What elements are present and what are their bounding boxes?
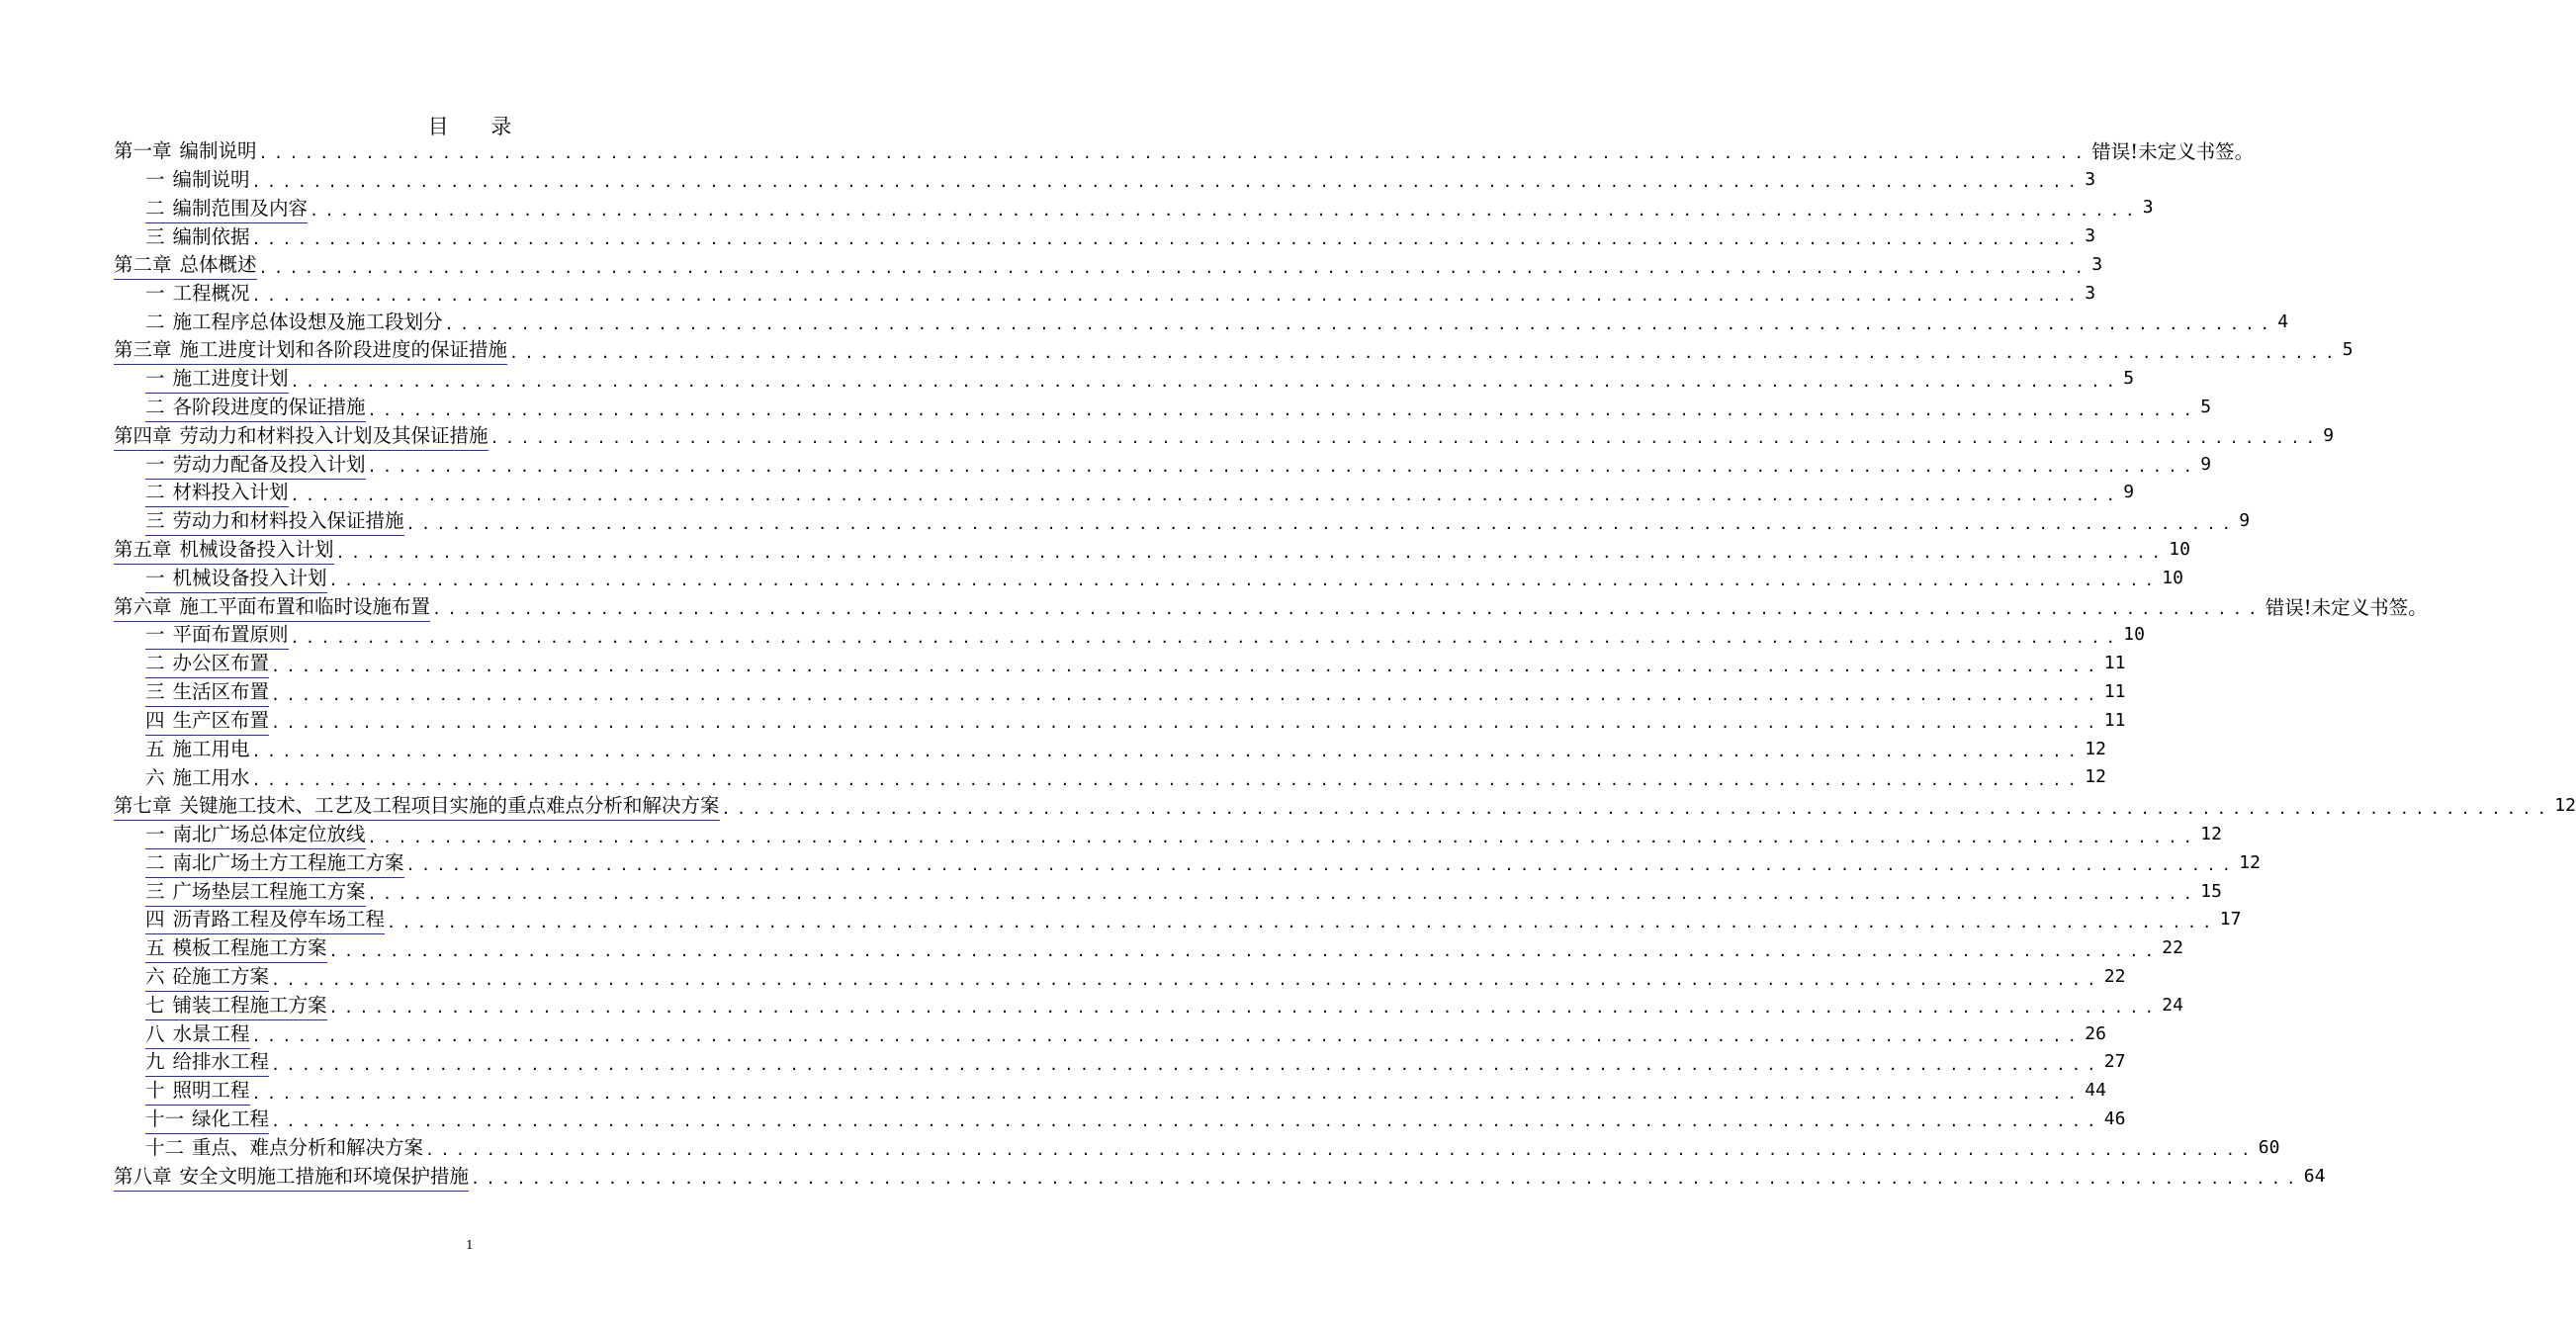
toc-entry-text: 生活区布置 <box>172 680 270 704</box>
toc-dot-leader: ........................................................................................................................ <box>489 429 2322 448</box>
toc-dot-leader: ........................................................................................................................ <box>328 999 2161 1018</box>
toc-entry-label[interactable] <box>114 1161 469 1192</box>
toc-entry-number: 二 <box>145 850 165 874</box>
toc-entry-text: 施工用水 <box>172 765 250 789</box>
toc-page-number: 60 <box>2258 1136 2280 1158</box>
toc-page-number: 15 <box>2200 880 2222 902</box>
toc-dot-leader: ........................................................................................................................ <box>367 885 2199 904</box>
toc-entry-label[interactable] <box>145 363 289 394</box>
toc-entry-number: 三 <box>145 224 165 248</box>
toc-dot-leader: ........................................................................................................................ <box>251 287 2084 306</box>
toc-section-entry[interactable] <box>114 933 2183 962</box>
toc-chapter-entry[interactable] <box>114 535 2190 564</box>
toc-page-number: 9 <box>2123 482 2135 503</box>
toc-page-number: 3 <box>2085 168 2096 190</box>
toc-dot-leader: ........................................................................................................................ <box>328 572 2161 590</box>
toc-page-number: 12 <box>2200 824 2222 845</box>
toc-entry-label[interactable] <box>145 307 443 336</box>
toc-entry-number: 二 <box>145 481 165 504</box>
toc-entry-label[interactable] <box>145 932 327 963</box>
toc-page-number: 11 <box>2103 709 2126 731</box>
toc-dot-leader: ........................................................................................................................ <box>251 1084 2084 1103</box>
toc-entry-number: 十二 <box>145 1136 185 1160</box>
toc-entry-text: 施工进度计划 <box>172 367 289 391</box>
toc-chapter-entry[interactable] <box>114 1162 2326 1191</box>
toc-entry-label[interactable] <box>114 420 489 451</box>
toc-dot-leader: ........................................................................................................................ <box>387 913 2218 931</box>
toc-entry-label[interactable] <box>145 676 269 707</box>
toc-entry-text: 劳动力配备及投入计划 <box>172 452 366 476</box>
toc-section-entry[interactable] <box>114 1019 2106 1048</box>
toc-page-number: 9 <box>2200 453 2212 475</box>
toc-page-number: 17 <box>2219 909 2242 930</box>
toc-entry-label[interactable] <box>145 1019 250 1049</box>
table-of-contents <box>114 136 2576 1190</box>
toc-entry-number: 三 <box>145 879 165 903</box>
toc-section-entry[interactable] <box>114 962 2126 991</box>
toc-page-number: 11 <box>2103 653 2126 674</box>
toc-dot-leader: ........................................................................................................................ <box>251 1027 2084 1046</box>
toc-entry-number: 第五章 <box>114 538 172 562</box>
toc-page-number: 5 <box>2342 339 2354 361</box>
toc-entry-label[interactable] <box>145 619 289 650</box>
toc-entry-text: 工程概况 <box>172 282 250 306</box>
toc-dot-leader: ........................................................................................................................ <box>721 799 2553 818</box>
toc-entry-number: 三 <box>145 680 165 704</box>
toc-dot-leader: ........................................................................................................................ <box>405 514 2238 533</box>
toc-dot-leader: ........................................................................................................................ <box>335 543 2168 562</box>
toc-chapter-entry[interactable] <box>114 791 2576 820</box>
toc-section-entry[interactable] <box>114 450 2212 479</box>
toc-page-number: 26 <box>2085 1022 2106 1044</box>
toc-entry-number: 四 <box>145 908 165 931</box>
toc-chapter-entry[interactable] <box>114 250 2103 279</box>
toc-page-number: 12 <box>2085 766 2106 788</box>
toc-entry-label[interactable] <box>114 790 720 821</box>
toc-dot-leader: ........................................................................................................................ <box>509 343 2341 362</box>
toc-entry-text: 模板工程施工方案 <box>172 936 327 960</box>
toc-entry-number: 第二章 <box>114 253 172 277</box>
toc-page-number: 22 <box>2103 966 2126 987</box>
toc-entry-text: 编制说明 <box>179 139 257 163</box>
toc-entry-number: 六 <box>145 765 165 789</box>
toc-entry-number: 第三章 <box>114 338 172 362</box>
toc-entry-label[interactable] <box>145 1104 269 1134</box>
toc-entry-text: 总体概述 <box>179 253 257 277</box>
toc-entry-number: 八 <box>145 1021 165 1045</box>
toc-entry-number: 二 <box>145 396 165 419</box>
toc-section-entry[interactable] <box>114 735 2106 763</box>
toc-entry-number: 二 <box>145 310 165 334</box>
toc-entry-label[interactable] <box>145 164 250 194</box>
toc-dot-leader: ........................................................................................................................ <box>251 173 2084 192</box>
toc-entry-label[interactable] <box>114 334 507 365</box>
toc-entry-text: 各阶段进度的保证措施 <box>172 396 366 419</box>
toc-dot-leader: ........................................................................................................................ <box>251 229 2084 248</box>
toc-dot-leader: ........................................................................................................................ <box>271 714 2102 733</box>
toc-page-number: 5 <box>2123 368 2135 390</box>
toc-entry-text: 材料投入计划 <box>172 481 289 504</box>
toc-entry-label[interactable] <box>145 505 404 536</box>
toc-entry-label[interactable] <box>145 278 250 308</box>
toc-dot-leader: ........................................................................................................................ <box>310 201 2141 220</box>
toc-entry-text: 施工进度计划和各阶段进度的保证措施 <box>179 338 508 362</box>
toc-section-entry[interactable] <box>114 222 2096 250</box>
toc-section-entry[interactable] <box>114 706 2126 735</box>
toc-chapter-entry[interactable] <box>114 421 2335 450</box>
toc-entry-label[interactable] <box>114 534 334 565</box>
toc-section-entry[interactable] <box>114 564 2183 592</box>
toc-section-entry[interactable] <box>114 1105 2126 1133</box>
toc-section-entry[interactable] <box>114 848 2261 877</box>
toc-entry-number: 二 <box>145 196 165 220</box>
toc-entry-number: 一 <box>145 452 165 476</box>
toc-dot-leader: ........................................................................................................................ <box>271 1055 2102 1074</box>
toc-page-number: 错误!未定义书签。 <box>2265 596 2428 620</box>
toc-page-number: 12 <box>2554 795 2576 817</box>
toc-entry-number: 二 <box>145 652 165 675</box>
toc-entry-number: 一 <box>145 282 165 306</box>
toc-entry-text: 铺装工程施工方案 <box>172 993 327 1017</box>
toc-entry-text: 编制说明 <box>172 168 250 192</box>
toc-dot-leader: ........................................................................................................................ <box>251 770 2084 789</box>
toc-page-number: 12 <box>2239 851 2261 873</box>
toc-dot-leader: ........................................................................................................................ <box>258 258 2090 277</box>
toc-section-entry[interactable] <box>114 308 2289 336</box>
toc-entry-label[interactable] <box>145 1132 423 1162</box>
toc-entry-number: 一 <box>145 566 165 589</box>
toc-page-number: 11 <box>2103 681 2126 703</box>
toc-page-number: 9 <box>2239 510 2251 532</box>
toc-section-entry[interactable] <box>114 991 2183 1019</box>
toc-entry-number: 五 <box>145 738 165 761</box>
toc-entry-text: 办公区布置 <box>172 652 270 675</box>
toc-entry-text: 南北广场总体定位放线 <box>172 823 366 846</box>
toc-section-entry[interactable] <box>114 279 2096 308</box>
toc-entry-label[interactable] <box>145 762 250 792</box>
toc-dot-leader: ........................................................................................................................ <box>271 657 2102 675</box>
toc-dot-leader: ........................................................................................................................ <box>444 315 2276 334</box>
toc-dot-leader: ........................................................................................................................ <box>271 1112 2102 1131</box>
toc-dot-leader: ........................................................................................................................ <box>425 1141 2257 1160</box>
toc-dot-leader: ........................................................................................................................ <box>328 941 2161 960</box>
toc-page-number: 27 <box>2103 1051 2126 1073</box>
toc-section-entry[interactable] <box>114 820 2222 848</box>
toc-entry-number: 十 <box>145 1079 165 1103</box>
toc-entry-label[interactable] <box>145 904 385 934</box>
toc-page-number: 3 <box>2091 254 2103 276</box>
toc-entry-label[interactable] <box>145 847 404 878</box>
toc-entry-number: 第六章 <box>114 594 172 618</box>
toc-page-number: 24 <box>2162 994 2183 1016</box>
toc-entry-label[interactable] <box>114 249 257 280</box>
toc-page-number: 5 <box>2200 397 2212 418</box>
toc-page-number: 9 <box>2323 424 2335 446</box>
toc-entry-number: 一 <box>145 623 165 647</box>
toc-entry-number: 五 <box>145 936 165 960</box>
toc-entry-number: 十一 <box>145 1108 185 1130</box>
toc-entry-text: 施工程序总体设想及施工段划分 <box>172 310 443 334</box>
toc-entry-text: 照明工程 <box>172 1079 250 1103</box>
toc-dot-leader: ........................................................................................................................ <box>405 856 2238 875</box>
toc-entry-text: 机械设备投入计划 <box>172 566 327 589</box>
toc-chapter-entry[interactable] <box>114 592 2428 621</box>
toc-entry-number: 一 <box>145 168 165 192</box>
toc-section-entry[interactable] <box>114 906 2242 934</box>
toc-page-number: 3 <box>2085 282 2096 304</box>
toc-entry-text: 安全文明施工措施和环境保护措施 <box>179 1164 470 1188</box>
toc-entry-text: 广场垫层工程施工方案 <box>172 879 366 903</box>
toc-dot-leader: ........................................................................................................................ <box>271 685 2102 704</box>
toc-chapter-entry[interactable] <box>114 136 2255 165</box>
toc-dot-leader: ........................................................................................................................ <box>290 486 2122 504</box>
toc-section-entry[interactable] <box>114 1076 2106 1105</box>
toc-section-entry[interactable] <box>114 677 2126 706</box>
toc-dot-leader: ........................................................................................................................ <box>367 828 2199 846</box>
toc-entry-number: 三 <box>145 509 165 533</box>
toc-page-number: 4 <box>2277 310 2289 332</box>
toc-dot-leader: ........................................................................................................................ <box>258 144 2090 163</box>
toc-entry-number: 一 <box>145 823 165 846</box>
toc-entry-label[interactable] <box>145 648 269 678</box>
toc-section-entry[interactable] <box>114 621 2145 650</box>
toc-entry-text: 机械设备投入计划 <box>179 538 334 562</box>
toc-dot-leader: ........................................................................................................................ <box>471 1170 2302 1189</box>
toc-entry-label[interactable] <box>145 222 250 251</box>
toc-entry-text: 给排水工程 <box>172 1050 270 1074</box>
toc-page-number: 12 <box>2085 738 2106 759</box>
toc-entry-label[interactable] <box>145 193 308 223</box>
toc-page-number: 3 <box>2142 197 2154 219</box>
toc-section-entry[interactable] <box>114 479 2135 507</box>
toc-section-entry[interactable] <box>114 1133 2280 1162</box>
toc-dot-leader: ........................................................................................................................ <box>271 970 2102 989</box>
toc-entry-number: 第一章 <box>114 139 172 163</box>
toc-entry-label[interactable] <box>114 591 430 622</box>
toc-entry-number: 第七章 <box>114 794 172 818</box>
toc-entry-text: 施工用电 <box>172 738 250 761</box>
toc-entry-number: 六 <box>145 965 165 989</box>
toc-dot-leader: ........................................................................................................................ <box>290 372 2122 391</box>
toc-page-number: 46 <box>2103 1108 2126 1129</box>
toc-section-entry[interactable] <box>114 393 2212 421</box>
toc-section-entry[interactable] <box>114 194 2154 222</box>
toc-dot-leader: ........................................................................................................................ <box>251 743 2084 761</box>
toc-entry-label[interactable] <box>145 961 269 992</box>
toc-section-entry[interactable] <box>114 649 2126 677</box>
toc-dot-leader: ........................................................................................................................ <box>367 400 2199 419</box>
toc-entry-number: 七 <box>145 993 165 1017</box>
toc-section-entry[interactable] <box>114 1048 2126 1077</box>
toc-entry-label[interactable] <box>145 477 289 507</box>
toc-entry-label[interactable] <box>145 563 327 593</box>
toc-entry-text: 编制依据 <box>172 224 250 248</box>
toc-page-number: 64 <box>2303 1165 2326 1187</box>
toc-title: 目 录 <box>427 115 530 138</box>
toc-page-number: 3 <box>2085 225 2096 247</box>
toc-entry-text: 砼施工方案 <box>172 965 270 989</box>
toc-entry-label[interactable] <box>145 819 366 849</box>
toc-entry-text: 绿化工程 <box>192 1108 270 1130</box>
toc-section-entry[interactable] <box>114 165 2096 194</box>
toc-page-number: 10 <box>2169 539 2190 561</box>
toc-entry-text: 水景工程 <box>172 1021 250 1045</box>
toc-section-entry[interactable] <box>114 364 2135 393</box>
toc-entry-text: 生产区布置 <box>172 708 270 732</box>
toc-entry-label[interactable] <box>145 449 366 480</box>
toc-entry-label[interactable] <box>145 1046 269 1077</box>
toc-entry-number: 九 <box>145 1050 165 1074</box>
toc-entry-text: 南北广场土方工程施工方案 <box>172 850 404 874</box>
toc-entry-number: 第四章 <box>114 423 172 447</box>
toc-entry-label[interactable] <box>114 135 257 165</box>
toc-entry-text: 施工平面布置和临时设施布置 <box>179 594 431 618</box>
toc-entry-label[interactable] <box>145 1075 250 1106</box>
toc-entry-text: 编制范围及内容 <box>172 196 309 220</box>
toc-entry-text: 平面布置原则 <box>172 623 289 647</box>
toc-entry-number: 一 <box>145 367 165 391</box>
toc-page-number: 10 <box>2162 567 2183 588</box>
toc-section-entry[interactable] <box>114 763 2106 792</box>
page-number: 1 <box>466 1238 474 1252</box>
toc-entry-label[interactable] <box>145 392 366 422</box>
toc-entry-label[interactable] <box>145 990 327 1020</box>
toc-page-number: 10 <box>2123 624 2145 646</box>
toc-dot-leader: ........................................................................................................................ <box>290 628 2122 647</box>
toc-dot-leader: ........................................................................................................................ <box>367 458 2199 477</box>
toc-entry-number: 第八章 <box>114 1164 172 1188</box>
toc-entry-number: 四 <box>145 708 165 732</box>
toc-entry-text: 沥青路工程及停车场工程 <box>172 908 386 931</box>
toc-chapter-entry[interactable] <box>114 336 2354 365</box>
toc-page-number: 44 <box>2085 1080 2106 1102</box>
toc-entry-label[interactable] <box>145 734 250 763</box>
toc-entry-text: 重点、难点分析和解决方案 <box>192 1136 424 1160</box>
toc-page-number: 22 <box>2162 937 2183 959</box>
toc-entry-label[interactable] <box>145 876 366 907</box>
toc-entry-label[interactable] <box>145 705 269 736</box>
toc-section-entry[interactable] <box>114 877 2222 906</box>
toc-dot-leader: ........................................................................................................................ <box>432 600 2264 619</box>
toc-page-number: 错误!未定义书签。 <box>2091 140 2255 164</box>
toc-section-entry[interactable] <box>114 506 2251 535</box>
toc-entry-text: 劳动力和材料投入保证措施 <box>172 509 404 533</box>
toc-entry-text: 劳动力和材料投入计划及其保证措施 <box>179 423 489 447</box>
toc-entry-text: 关键施工技术、工艺及工程项目实施的重点难点分析和解决方案 <box>179 794 720 818</box>
